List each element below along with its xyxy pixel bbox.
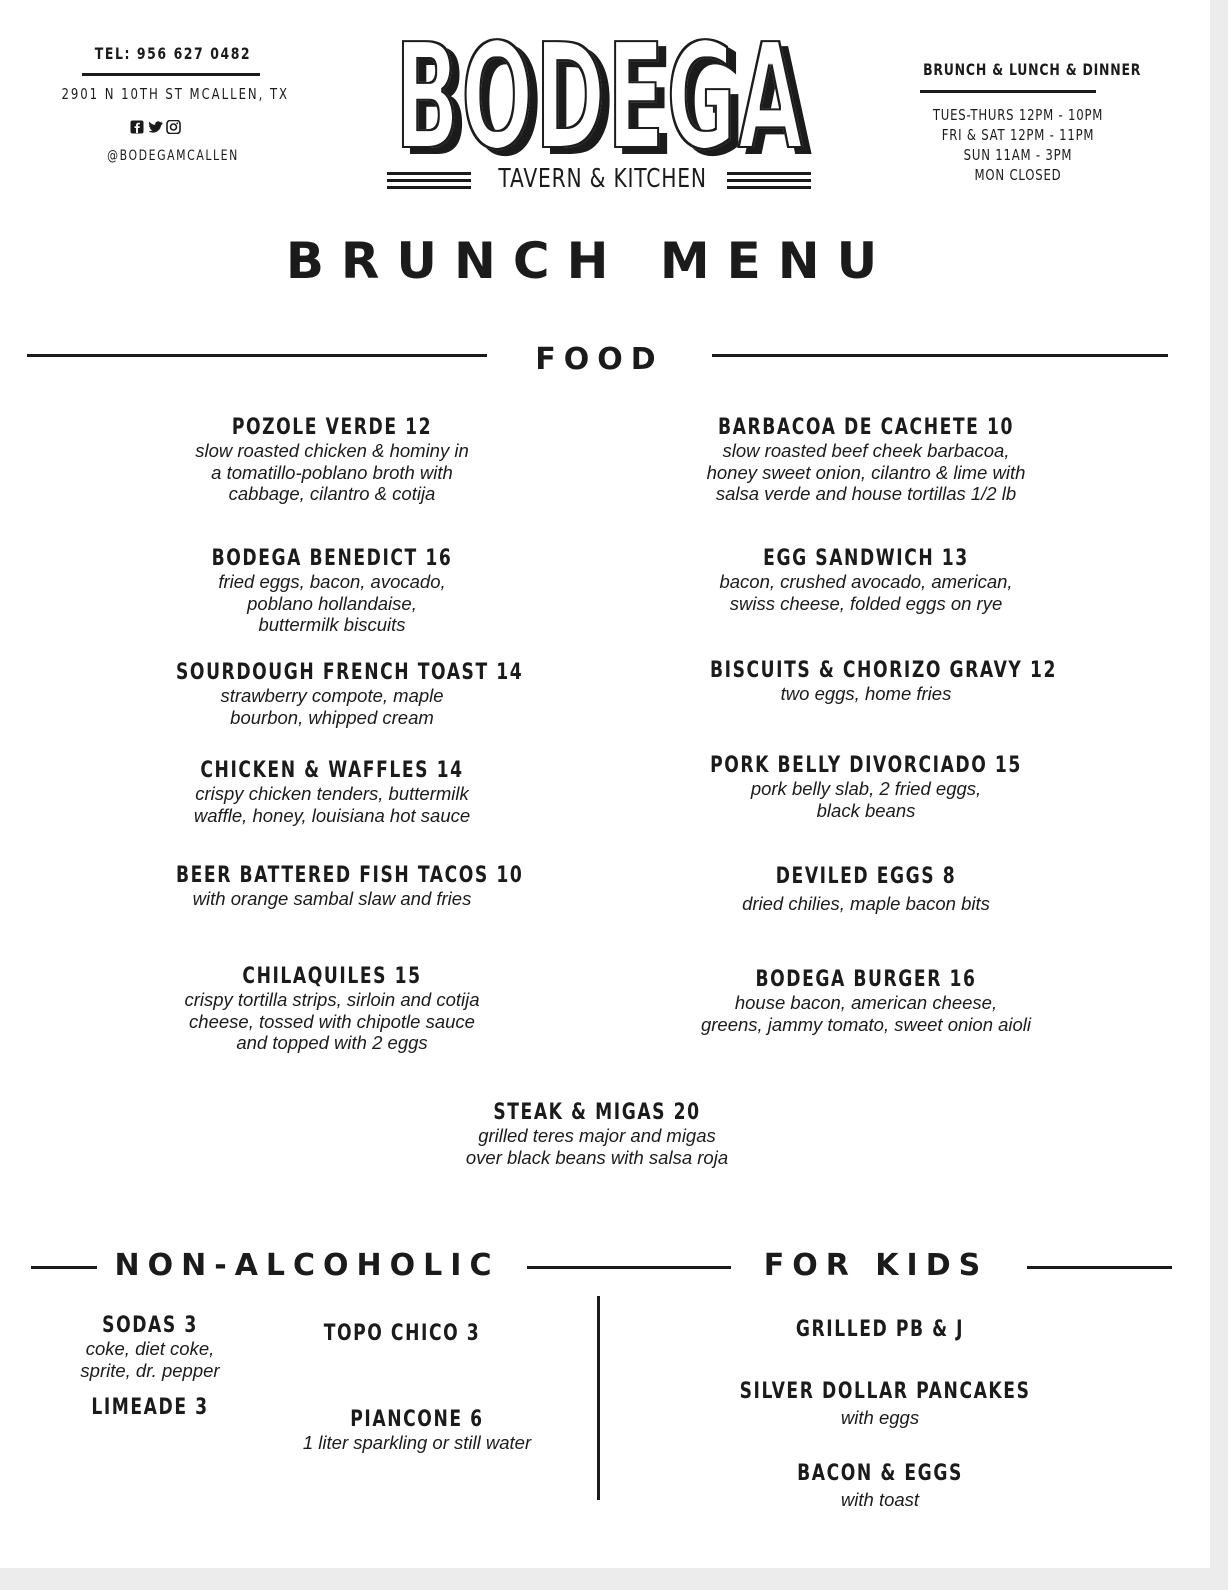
item-desc: pork belly slab, 2 fried eggs, — [750, 778, 982, 799]
item-desc: fried eggs, bacon, avocado, — [218, 571, 446, 592]
item-desc: over black beans with salsa roja — [465, 1146, 729, 1168]
item-desc: with eggs — [840, 1407, 920, 1428]
tel-divider — [82, 73, 260, 76]
menu-item — [397, 1101, 797, 1168]
item-desc: greens, jammy tomato, sweet onion aioli — [700, 1013, 1032, 1035]
item-name: SILVER DOLLAR PANCAKES — [739, 1379, 1031, 1404]
menu-item — [132, 965, 532, 1054]
item-name: BISCUITS & CHORIZO GRAVY 12 — [710, 658, 1057, 683]
item-desc: grilled teres major and migas — [478, 1125, 716, 1146]
kids-item — [700, 1318, 1060, 1342]
page-title: BRUNCH MENU — [285, 232, 895, 290]
item-desc: house bacon, american cheese, — [734, 992, 998, 1013]
item-desc: black beans — [816, 799, 916, 821]
food-rule-left — [27, 354, 487, 357]
item-name: CHICKEN & WAFFLES 14 — [200, 758, 464, 783]
item-name: BODEGA BURGER 16 — [755, 967, 977, 992]
menu-item — [666, 865, 1066, 915]
service-types: BRUNCH & LUNCH & DINNER — [923, 60, 1142, 79]
item-name: TOPO CHICO 3 — [323, 1321, 481, 1346]
item-name: LIMEADE 3 — [91, 1395, 209, 1420]
instagram-icon[interactable] — [166, 120, 181, 134]
item-desc: honey sweet onion, cilantro & lime with — [706, 461, 1026, 483]
item-desc: crispy chicken tenders, buttermilk — [195, 783, 469, 804]
facebook-icon[interactable] — [130, 120, 145, 134]
item-desc: with toast — [840, 1489, 920, 1510]
menu-item — [132, 661, 532, 728]
drink-item — [40, 1396, 260, 1420]
item-desc: 1 liter sparkling or still water — [302, 1432, 532, 1453]
item-desc: a tomatillo-poblano broth with — [211, 461, 453, 483]
kids-item — [700, 1462, 1060, 1511]
bodega-logo — [385, 28, 813, 162]
item-desc: two eggs, home fries — [780, 683, 952, 704]
twitter-icon[interactable] — [148, 120, 163, 134]
hours-line: SUN 11AM - 3PM — [963, 146, 1073, 164]
item-desc: bourbon, whipped cream — [230, 706, 434, 728]
menu-item — [666, 547, 1066, 614]
item-desc: cabbage, cilantro & cotija — [228, 483, 436, 504]
item-desc: dried chilies, maple bacon bits — [742, 893, 990, 914]
item-desc: slow roasted chicken & hominy in — [195, 440, 469, 461]
address: 2901 N 10TH ST MCALLEN, TX — [61, 85, 290, 103]
svg-text:BODEGA: BODEGA — [402, 28, 812, 162]
logo-tagline: TAVERN & KITCHEN — [498, 164, 707, 194]
non-alcoholic-heading: NON-ALCOHOLIC — [114, 1248, 500, 1283]
item-desc: sprite, dr. pepper — [80, 1359, 220, 1381]
social-icons — [130, 120, 184, 134]
item-name: STEAK & MIGAS 20 — [493, 1100, 701, 1125]
item-desc: strawberry compote, maple — [220, 685, 444, 706]
food-rule-right — [712, 354, 1168, 357]
drink-item — [267, 1408, 567, 1454]
item-desc: crispy tortilla strips, sirloin and cotija — [184, 989, 480, 1010]
menu-item — [132, 759, 532, 826]
drink-item — [40, 1314, 260, 1381]
item-name: GRILLED PB & J — [795, 1317, 965, 1342]
social-handle: @BODEGAMCALLEN — [107, 148, 239, 164]
item-desc: and topped with 2 eggs — [236, 1032, 428, 1053]
opening-hours — [924, 105, 1111, 185]
item-name: CHILAQUILES 15 — [242, 964, 422, 989]
menu-item — [132, 864, 532, 910]
item-name: POZOLE VERDE 12 — [231, 415, 433, 440]
item-name: DEVILED EGGS 8 — [775, 864, 957, 889]
item-desc: slow roasted beef cheek barbacoa, — [722, 440, 1010, 461]
menu-item — [132, 547, 532, 636]
item-desc: with orange sambal slaw and fries — [192, 888, 472, 909]
item-desc: coke, diet coke, — [85, 1338, 215, 1359]
item-desc: buttermilk biscuits — [258, 614, 406, 635]
item-desc: poblano hollandaise, — [247, 592, 417, 614]
kids-rule-right — [1027, 1266, 1172, 1269]
item-name: SOURDOUGH FRENCH TOAST 14 — [176, 660, 524, 685]
item-name: PORK BELLY DIVORCIADO 15 — [710, 753, 1022, 778]
drink-item — [300, 1322, 504, 1346]
item-name: BEER BATTERED FISH TACOS 10 — [176, 863, 524, 888]
kids-heading: FOR KIDS — [763, 1248, 989, 1283]
menu-item — [666, 659, 1066, 705]
item-name: EGG SANDWICH 13 — [763, 546, 969, 571]
column-divider — [597, 1296, 600, 1500]
menu-item — [666, 754, 1066, 821]
item-desc: salsa verde and house tortillas 1/2 lb — [715, 483, 1017, 504]
hours-line: TUES-THURS 12PM - 10PM — [932, 106, 1104, 124]
menu-item — [666, 416, 1066, 505]
item-name: PIANCONE 6 — [350, 1407, 484, 1432]
phone-number: TEL: 956 627 0482 — [94, 44, 252, 63]
item-desc: bacon, crushed avocado, american, — [719, 571, 1013, 592]
svg-text:BODEGA: BODEGA — [394, 28, 804, 162]
service-divider — [920, 90, 1096, 93]
hours-line: FRI & SAT 12PM - 11PM — [941, 126, 1095, 144]
item-desc: waffle, honey, louisiana hot sauce — [193, 804, 471, 826]
na-rule-left — [31, 1266, 97, 1269]
svg-text:BODEGA: BODEGA — [394, 28, 804, 162]
hours-line: MON CLOSED — [974, 166, 1062, 184]
kids-item — [700, 1380, 1060, 1429]
menu-item — [666, 968, 1066, 1035]
item-desc: cheese, tossed with chipotle sauce — [189, 1010, 475, 1032]
food-heading: FOOD — [535, 342, 664, 377]
na-rule-right — [527, 1266, 731, 1269]
item-name: BODEGA BENEDICT 16 — [211, 546, 453, 571]
menu-item — [132, 416, 532, 505]
item-name: BARBACOA DE CACHETE 10 — [717, 415, 1015, 440]
item-name: BACON & EGGS — [797, 1461, 963, 1486]
item-name: SODAS 3 — [102, 1313, 198, 1338]
item-desc: swiss cheese, folded eggs on rye — [729, 592, 1003, 614]
